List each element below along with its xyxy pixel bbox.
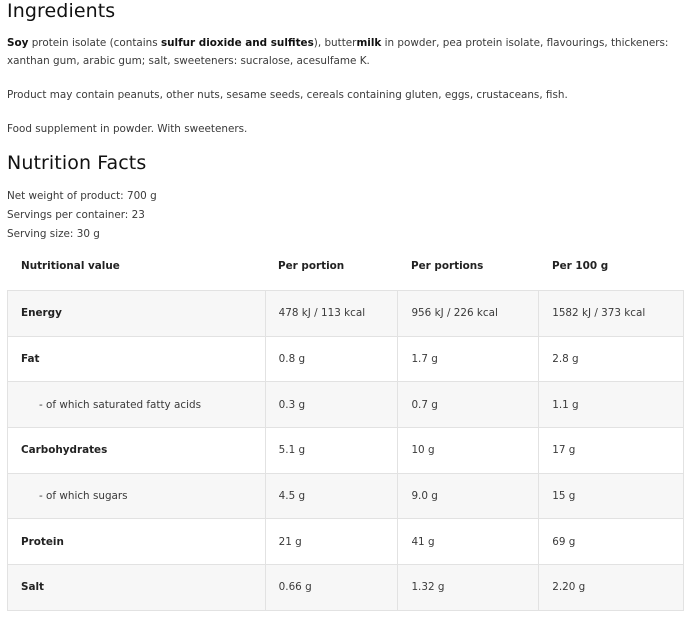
nutrient-name: Protein: [8, 519, 266, 565]
value-per-portions: 1.7 g: [398, 336, 539, 382]
product-meta: [7, 187, 157, 244]
table-row: [8, 473, 684, 519]
nutrient-name: Salt: [8, 565, 266, 611]
value-per-portions: 10 g: [398, 428, 539, 474]
allergen-soy: Soy: [7, 37, 29, 49]
value-per-portion: 21 g: [265, 519, 398, 565]
table-row: [8, 519, 684, 565]
allergen-milk: milk: [356, 37, 382, 49]
value-per-portion: 4.5 g: [265, 473, 398, 519]
value-per-100g: 2.20 g: [539, 565, 684, 611]
value-per-portions: 41 g: [398, 519, 539, 565]
value-per-portion: 0.3 g: [265, 382, 398, 428]
value-per-portions: 9.0 g: [398, 473, 539, 519]
value-per-100g: 1.1 g: [539, 382, 684, 428]
value-per-portions: 956 kJ / 226 kcal: [398, 291, 539, 337]
net-weight: Net weight of product: 700 g: [7, 190, 157, 202]
ingredients-list: [7, 34, 677, 70]
table-row: [8, 291, 684, 337]
header-per-portion: Per portion: [278, 260, 345, 272]
supplement-note: Food supplement in powder. With sweeteners.: [7, 123, 248, 135]
value-per-portions: 0.7 g: [398, 382, 539, 428]
serving-size: Serving size: 30 g: [7, 228, 100, 240]
nutrient-name: Fat: [8, 336, 266, 382]
nutrient-name: Carbohydrates: [8, 428, 266, 474]
ingredients-text-1: protein isolate (contains: [28, 37, 161, 49]
value-per-portions: 1.32 g: [398, 565, 539, 611]
allergen-warning: Product may contain peanuts, other nuts, sesame seeds, cereals containing gluten, eggs, crustaceans, fish.: [7, 89, 568, 101]
nutrient-name: - of which sugars: [8, 473, 266, 519]
table-row: [8, 382, 684, 428]
nutrition-facts-heading: Nutrition Facts: [7, 152, 147, 174]
header-per-portions: Per portions: [411, 260, 484, 272]
nutrition-table-header: [7, 256, 684, 278]
nutrient-name: - of which saturated fatty acids: [8, 382, 266, 428]
allergen-sulfites: sulfur dioxide and sulfites: [160, 37, 314, 49]
nutrient-name: Energy: [8, 291, 266, 337]
value-per-portion: 0.8 g: [265, 336, 398, 382]
servings-per-container: Servings per container: 23: [7, 209, 145, 221]
value-per-100g: 15 g: [539, 473, 684, 519]
table-row: [8, 336, 684, 382]
ingredients-text-3: in powder, pea protein isolate, flavourings, thickeners: xanthan gum, arabic gum; salt, sweeteners: sucralose, acesulfame K.: [7, 37, 669, 67]
value-per-portion: 0.66 g: [265, 565, 398, 611]
header-nutritional-value: Nutritional value: [21, 260, 120, 272]
table-row: [8, 565, 684, 611]
value-per-100g: 1582 kJ / 373 kcal: [539, 291, 684, 337]
nutrition-table: [7, 290, 684, 611]
value-per-100g: 2.8 g: [539, 336, 684, 382]
value-per-portion: 5.1 g: [265, 428, 398, 474]
header-per-100g: Per 100 g: [552, 260, 609, 272]
value-per-portion: 478 kJ / 113 kcal: [265, 291, 398, 337]
value-per-100g: 17 g: [539, 428, 684, 474]
ingredients-text-2: ), butter: [313, 37, 357, 49]
table-row: [8, 428, 684, 474]
ingredients-heading: Ingredients: [7, 0, 116, 22]
value-per-100g: 69 g: [539, 519, 684, 565]
